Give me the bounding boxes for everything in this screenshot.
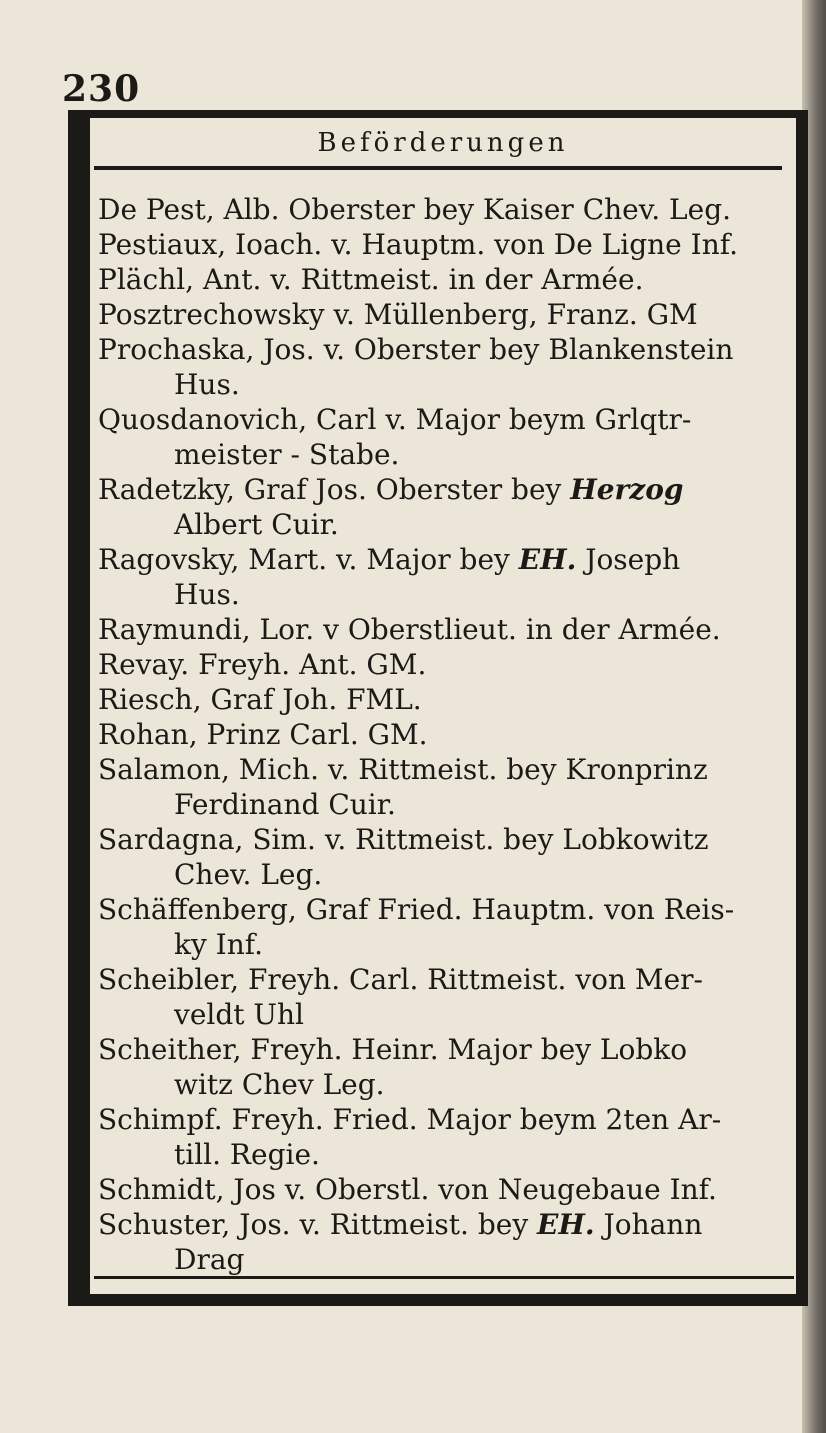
entry-text-after: Johann xyxy=(603,1208,703,1241)
frame-border-bottom xyxy=(68,1294,808,1306)
entry-text: Posztrechowsky v. Müllenberg, Franz. GM xyxy=(98,298,698,331)
list-item xyxy=(98,192,794,227)
entry-continuation: ky Inf. xyxy=(174,928,264,961)
entry-text: Pestiaux, Ioach. v. Hauptm. von De Ligne Inf. xyxy=(98,228,739,261)
entry-line xyxy=(98,962,794,997)
entry-line xyxy=(98,612,794,647)
list-item xyxy=(98,402,794,472)
entry-line xyxy=(98,332,794,367)
entry-line xyxy=(98,192,794,227)
entry-text: Schimpf. Freyh. Fried. Major beym 2ten Ar- xyxy=(98,1103,722,1136)
list-item xyxy=(98,647,794,682)
entry-line xyxy=(98,752,794,787)
list-item xyxy=(98,822,794,892)
entry-text: Revay. Freyh. Ant. GM. xyxy=(98,648,427,681)
entry-line xyxy=(98,262,794,297)
list-item xyxy=(98,892,794,962)
list-item xyxy=(98,297,794,332)
entry-text-after: Joseph xyxy=(585,543,681,576)
frame-border-right xyxy=(796,110,808,1306)
entry-line xyxy=(98,682,794,717)
entry-text: Ragovsky, Mart. v. Major bey xyxy=(98,543,510,576)
entry-continuation: Hus. xyxy=(174,578,240,611)
entry-line xyxy=(98,1032,794,1067)
entry-line xyxy=(98,297,794,332)
entry-text: Riesch, Graf Joh. FML. xyxy=(98,683,422,716)
entry-line xyxy=(98,647,794,682)
entry-continuation: till. Regie. xyxy=(174,1138,320,1171)
entry-text: Scheibler, Freyh. Carl. Rittmeist. von Mer- xyxy=(98,963,704,996)
frame-border-top xyxy=(68,110,798,118)
list-item xyxy=(98,227,794,262)
entry-text: Schmidt, Jos v. Oberstl. von Neugebaue Inf. xyxy=(98,1173,717,1206)
entry-text: Sardagna, Sim. v. Rittmeist. bey Lobkowitz xyxy=(98,823,709,856)
page-number: 230 xyxy=(62,68,141,110)
entry-continuation: Hus. xyxy=(174,368,240,401)
entry-emphasis: EH. xyxy=(518,543,577,576)
entry-line xyxy=(98,1102,794,1137)
entry-text: Plächl, Ant. v. Rittmeist. in der Armée. xyxy=(98,263,644,296)
entry-line xyxy=(98,1172,794,1207)
entry-text: De Pest, Alb. Oberster bey Kaiser Chev. Leg. xyxy=(98,193,732,226)
list-item xyxy=(98,1102,794,1172)
list-item xyxy=(98,472,794,542)
list-item xyxy=(98,1172,794,1207)
promotion-list xyxy=(98,192,794,1277)
entry-continuation: Albert Cuir. xyxy=(174,508,339,541)
list-item xyxy=(98,682,794,717)
entry-line xyxy=(98,892,794,927)
entry-line xyxy=(98,717,794,752)
entry-text: Scheither, Freyh. Heinr. Major bey Lobko xyxy=(98,1033,688,1066)
entry-text: Raymundi, Lor. v Oberstlieut. in der Armée. xyxy=(98,613,721,646)
entry-text: Prochaska, Jos. v. Oberster bey Blankenstein xyxy=(98,333,734,366)
entry-continuation: veldt Uhl xyxy=(174,998,305,1031)
entry-text: Schäffenberg, Graf Fried. Hauptm. von Reis- xyxy=(98,893,735,926)
list-item xyxy=(98,1207,794,1277)
list-item xyxy=(98,1032,794,1102)
list-item xyxy=(98,262,794,297)
entry-line xyxy=(98,472,794,507)
list-item xyxy=(98,542,794,612)
entry-continuation: meister - Stabe. xyxy=(174,438,400,471)
entry-text: Schuster, Jos. v. Rittmeist. bey xyxy=(98,1208,529,1241)
entry-line xyxy=(98,1207,794,1242)
entry-line xyxy=(98,227,794,262)
entry-text: Rohan, Prinz Carl. GM. xyxy=(98,718,428,751)
entry-emphasis: EH. xyxy=(537,1208,595,1241)
list-item xyxy=(98,612,794,647)
list-item xyxy=(98,332,794,402)
list-item xyxy=(98,962,794,1032)
entry-text: Radetzky, Graf Jos. Oberster bey xyxy=(98,473,562,506)
list-item xyxy=(98,752,794,822)
entry-continuation: Ferdinand Cuir. xyxy=(174,788,396,821)
entry-line xyxy=(98,402,794,437)
frame-border-left xyxy=(68,110,90,1306)
entry-text: Quosdanovich, Carl v. Major beym Grlqtr- xyxy=(98,403,692,436)
entry-continuation: Drag xyxy=(174,1243,245,1276)
entry-line xyxy=(98,822,794,857)
section-title: Beförderungen xyxy=(317,128,569,158)
entry-line xyxy=(98,542,794,577)
entry-text: Salamon, Mich. v. Rittmeist. bey Kronprinz xyxy=(98,753,708,786)
section-title-rule xyxy=(94,166,782,170)
entry-emphasis: Herzog xyxy=(570,473,684,506)
entry-continuation: Chev. Leg. xyxy=(174,858,323,891)
entry-continuation: witz Chev Leg. xyxy=(174,1068,385,1101)
list-item xyxy=(98,717,794,752)
